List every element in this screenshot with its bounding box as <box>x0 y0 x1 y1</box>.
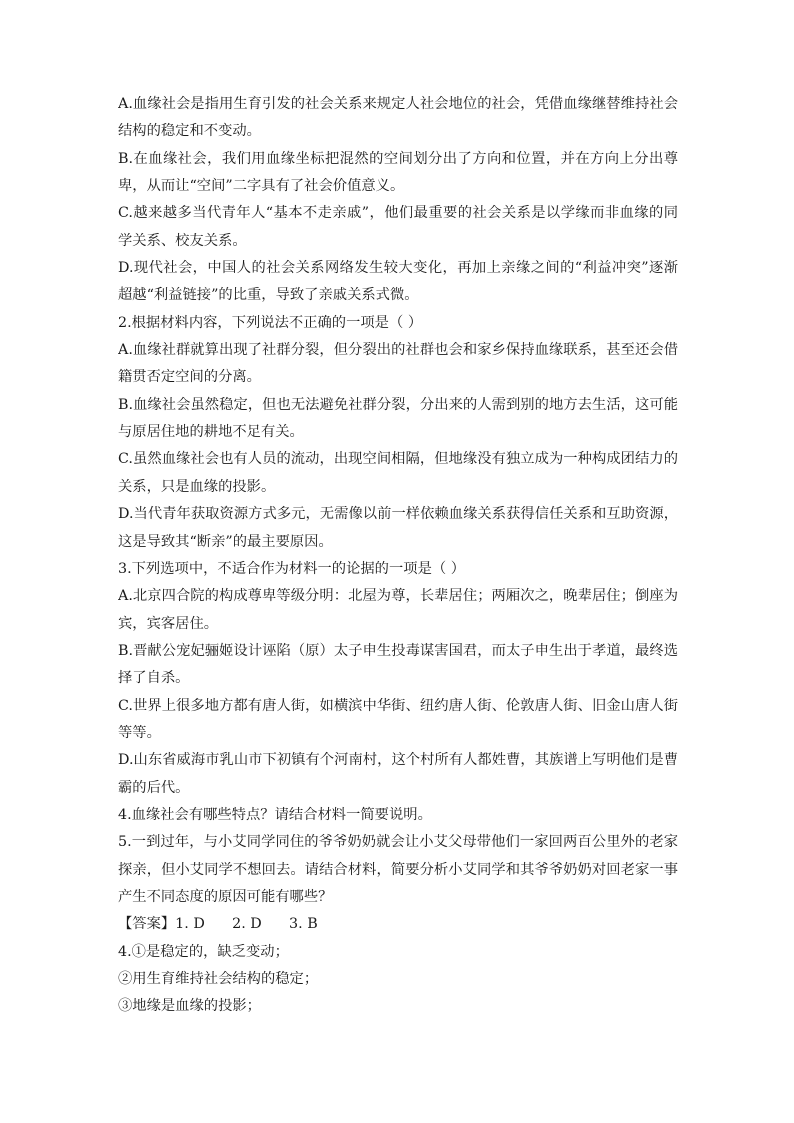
answer-label: 【答案】1. D 2. D 3. B <box>118 916 318 933</box>
q3-option-c-line1: C.世界上很多地方都有唐人街，如横滨中华街、纽约唐人街、伦敦唐人街、旧金山唐人街 <box>118 697 678 714</box>
q2-option-a-line2: 籍贯否定空间的分离。 <box>118 369 261 386</box>
q2-option-b-line2: 与原居住地的耕地不足有关。 <box>118 424 304 441</box>
q3-option-a-line2: 宾，宾客居住。 <box>118 615 219 632</box>
q3-option-b-line1: B.晋献公宠妃骊姬设计诬陷（原）太子申生投毒谋害国君，而太子申生出于孝道，最终选 <box>118 642 678 659</box>
document-page <box>118 91 678 1021</box>
q2-option-d-line1: D.当代青年获取资源方式多元，无需像以前一样依赖血缘关系获得信任关系和互助资源， <box>118 506 678 523</box>
q2-option-a-line1: A.血缘社群就算出现了社群分裂，但分裂出的社群也会和家乡保持血缘联系，甚至还会借 <box>118 342 678 359</box>
q2-option-d-line2: 这是导致其“断亲”的最主要原因。 <box>118 533 333 550</box>
q2-option-c-line2: 关系，只是血缘的投影。 <box>118 478 276 495</box>
q2-stem: 2.根据材料内容，下列说法不正确的一项是（ ） <box>118 314 423 331</box>
q5-stem-line1: 5.一到过年，与小艾同学同住的爷爷奶奶就会让小艾父母带他们一家回两百公里外的老家 <box>118 834 678 851</box>
q5-stem-line3: 产生不同态度的原因可能有哪些？ <box>118 888 333 905</box>
q1-option-d-line1: D.现代社会，中国人的社会关系网络发生较大变化，再加上亲缘之间的“利益冲突”逐渐 <box>118 260 678 277</box>
q2-option-b-line1: B.血缘社会虽然稳定，但也无法避免社群分裂，分出来的人需到别的地方去生活，这可能 <box>118 396 678 413</box>
q1-option-b-line1: B.在血缘社会，我们用血缘坐标把混然的空间划分出了方向和位置，并在方向上分出尊 <box>118 150 678 167</box>
answer-4-line3: ③地缘是血缘的投影； <box>118 998 261 1015</box>
q5-stem-line2: 探亲，但小艾同学不想回去。请结合材料，简要分析小艾同学和其爷爷奶奶对回老家一事 <box>118 861 678 878</box>
q4-stem: 4.血缘社会有哪些特点？请结合材料一简要说明。 <box>118 806 432 823</box>
q1-option-d-line2: 超越“利益链接”的比重，导致了亲戚关系式微。 <box>118 287 419 304</box>
q3-option-d-line1: D.山东省威海市乳山市下初镇有个河南村，这个村所有人都姓曹，其族谱上写明他们是曹 <box>118 752 678 769</box>
q3-stem: 3.下列选项中，不适合作为材料一的论据的一项是（ ） <box>118 560 466 577</box>
q1-option-a-line2: 结构的稳定和不变动。 <box>118 123 261 140</box>
q3-option-d-line2: 霸的后代。 <box>118 779 190 796</box>
q1-option-a-line1: A.血缘社会是指用生育引发的社会关系来规定人社会地位的社会，凭借血缘继替维持社会 <box>118 96 678 112</box>
q1-option-c-line1: C.越来越多当代青年人“基本不走亲戚”，他们最重要的社会关系是以学缘而非血缘的同 <box>118 205 678 222</box>
answer-4-line1: 4.①是稳定的，缺乏变动； <box>118 943 289 960</box>
q3-option-c-line2: 等等。 <box>118 724 161 741</box>
q2-option-c-line1: C.虽然血缘社会也有人员的流动，出现空间相隔，但地缘没有独立成为一种构成团结力的 <box>118 451 678 468</box>
answer-4-line2: ②用生育维持社会结构的稳定； <box>118 971 319 987</box>
q3-option-a-line1: A.北京四合院的构成尊卑等级分明：北屋为尊，长辈居住；两厢次之，晚辈居住；倒座为 <box>118 588 678 605</box>
q3-option-b-line2: 择了自杀。 <box>118 670 190 687</box>
q1-option-b-line2: 卑，从而让“空间”二字具有了社会价值意义。 <box>118 178 405 195</box>
q1-option-c-line2: 学关系、校友关系。 <box>118 232 247 249</box>
